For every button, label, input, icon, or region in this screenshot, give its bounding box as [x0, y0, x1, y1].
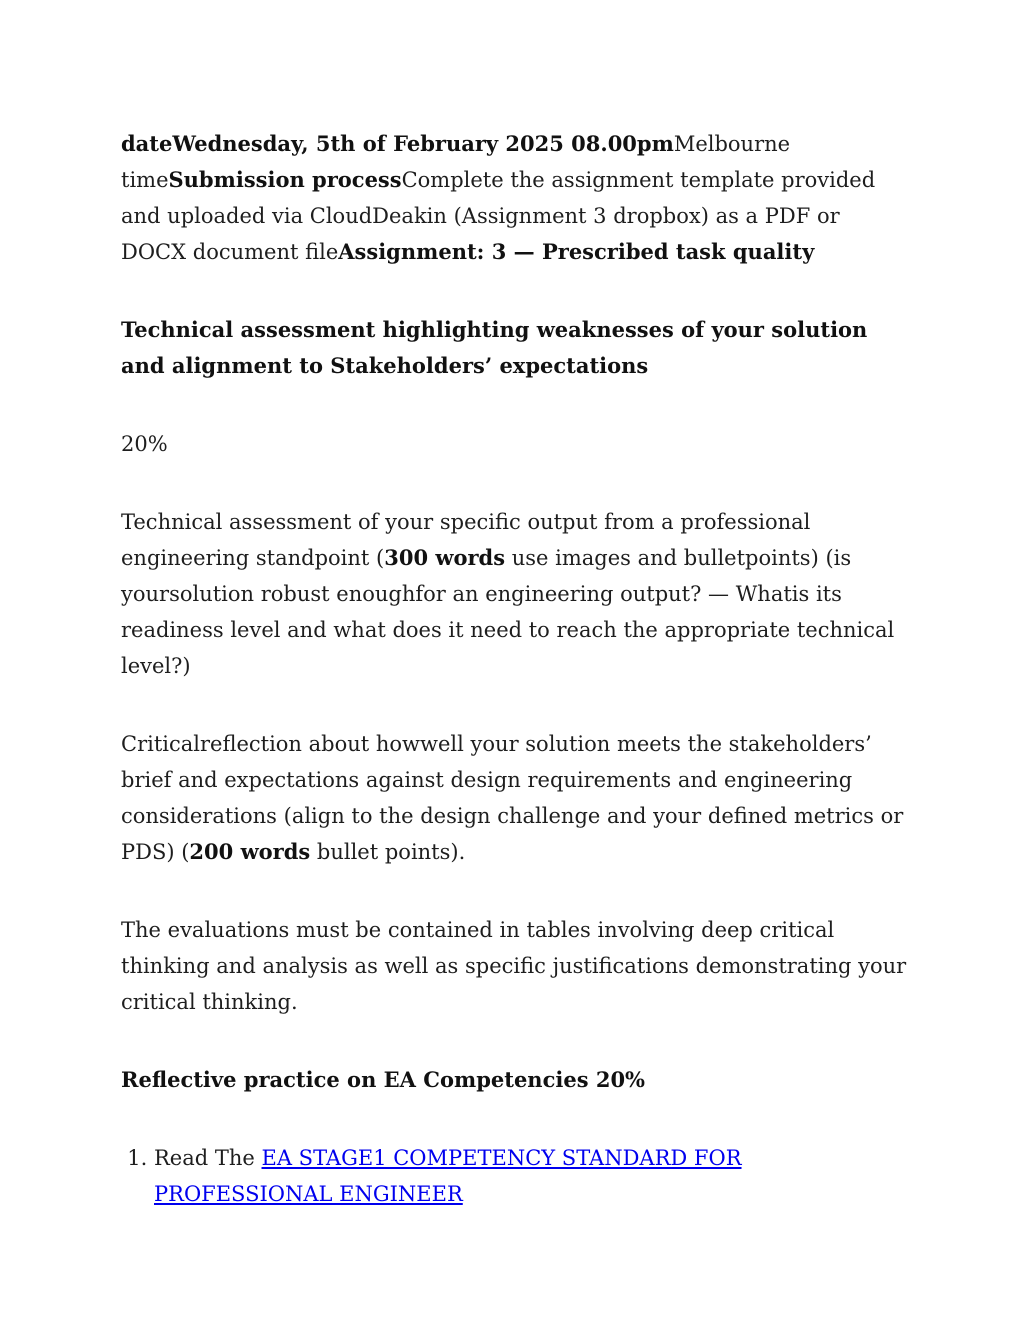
- date-value: Wednesday, 5th of February 2025 08.00pm: [172, 131, 674, 156]
- para2-text-a: Criticalreflection about howwell your solution meets the stakeholders’ brief and expectations against design requirements and engineering considerations (align to the design challenge and your defined metrics or PDS) (: [121, 732, 904, 864]
- section-heading-technical: Technical assessment highlighting weaknesses of your solution and alignment to Stakeholders’ expectations: [121, 317, 868, 378]
- section-weight: 20%: [121, 432, 168, 456]
- ea-competency-standard-link[interactable]: EA STAGE1 COMPETENCY STANDARD FOR PROFESSIONAL ENGINEER: [154, 1146, 742, 1206]
- para1-word-count: 300 words: [384, 545, 506, 570]
- critical-reflection-paragraph: [121, 726, 911, 870]
- time-label: Melbourne time: [121, 132, 791, 192]
- submission-label: Submission process: [168, 167, 402, 192]
- submission-text: Complete the assignment template provided and uploaded via CloudDeakin (Assignment 3 dropbox) as a PDF or DOCX document file: [121, 168, 876, 264]
- list-item: [154, 1140, 911, 1212]
- para1-text-b: use images and bulletpoints) (is yoursolution robust enoughfor an engineering output? — Whatis its readiness level and what does it need to reach the appropriate technical level?): [121, 546, 895, 678]
- intro-paragraph: [121, 126, 911, 270]
- list-item-prefix: Read The: [154, 1146, 262, 1170]
- reading-list: [121, 1140, 911, 1212]
- section-heading-reflective: Reflective practice on EA Competencies 20%: [121, 1067, 646, 1092]
- date-label: date: [121, 131, 173, 156]
- technical-assessment-paragraph: [121, 504, 911, 684]
- evaluations-paragraph: The evaluations must be contained in tables involving deep critical thinking and analysis as well as specific justifications demonstrating your critical thinking.: [121, 918, 907, 1014]
- document-page: [121, 126, 911, 1212]
- para2-word-count: 200 words: [189, 839, 311, 864]
- para2-text-b: bullet points).: [310, 840, 466, 864]
- assignment-label: Assignment: 3 — Prescribed task quality: [338, 239, 815, 264]
- para1-text-a: Technical assessment of your specific output from a professional engineering standpoint (: [121, 510, 811, 570]
